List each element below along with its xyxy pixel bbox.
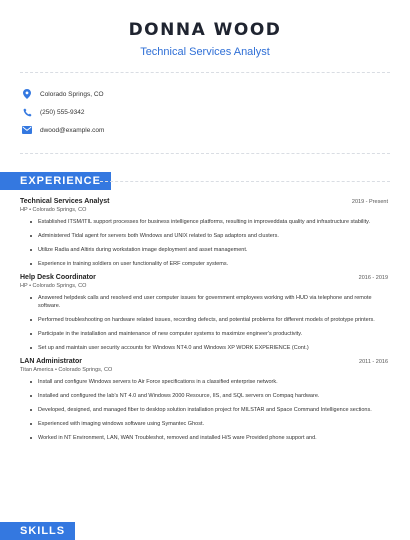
job-dates: 2019 - Present — [351, 199, 388, 205]
candidate-name: DONNA WOOD — [128, 20, 282, 40]
job-bullet: Established ITSM/ITIL support processes for business intelligence platforms, resulting in improveddata quality and infrastructure stability. — [30, 218, 388, 226]
job-bullet: Set up and maintain user security accounts for Windows NT4.0 and Windows XP WORK EXPERIENCE (Cont.) — [30, 344, 388, 352]
contact-phone — [22, 103, 388, 121]
separator-dot: • — [29, 283, 33, 289]
contact-phone-text: (250) 555-9342 — [40, 108, 85, 116]
job-company-line — [20, 207, 388, 213]
job-company: HP — [20, 283, 28, 289]
experience-section-header — [0, 172, 410, 190]
job-entry — [20, 358, 388, 442]
job-bullet: Installed and configured the lab's NT 4.0 and Windows 2000 Resource, IIS, and SQL servers on Compaq hardware. — [30, 392, 388, 400]
location-pin-icon — [22, 89, 32, 99]
job-bullet: Utilize Radia and Altiris during workstation image deployment and asset management. — [30, 246, 388, 254]
job-company: HP — [20, 207, 28, 213]
mail-icon — [22, 125, 32, 135]
job-dates: 2011 - 2016 — [359, 359, 388, 365]
job-bullet: Participate in the installation and maintenance of new computer systems to maximize engineer's productivity. — [30, 330, 388, 338]
job-bullet: Worked in NT Environment, LAN, WAN Troubleshot, removed and installed H/S ware Provided phone support and. — [30, 434, 388, 442]
job-bullet: Administered Tidal agent for servers both Windows and UNIX related to Sap adaptors and clusters. — [30, 232, 388, 240]
job-bullets — [20, 294, 388, 352]
phone-icon — [22, 107, 32, 117]
job-role: Technical Services Analyst — [20, 198, 110, 205]
job-bullets — [20, 218, 388, 268]
skills-heading: SKILLS — [0, 522, 75, 540]
job-bullet: Experienced with imaging windows software using Symantec Ghost. — [30, 420, 388, 428]
job-bullet: Developed, designed, and managed fiber to desktop solution installation project for MILSTAR and Space Command Intelligence sections. — [30, 406, 388, 414]
experience-list — [0, 190, 410, 442]
divider — [20, 153, 390, 154]
job-company-line — [20, 367, 388, 373]
job-bullet: Experience in training soldiers on user functionality of ERF computer systems. — [30, 260, 388, 268]
job-company: Titan America — [20, 367, 54, 373]
job-entry — [20, 198, 388, 268]
job-dates: 2016 - 2019 — [358, 275, 388, 281]
job-bullet: Answered helpdesk calls and resolved end user computer issues for government employees working with HUD via telephone and remote software. — [30, 294, 388, 310]
contact-email-text: dwood@example.com — [40, 126, 105, 134]
experience-heading: EXPERIENCE — [0, 172, 111, 190]
job-bullets — [20, 378, 388, 442]
job-location: Colorado Springs, CO — [32, 283, 87, 289]
contact-list — [0, 73, 410, 147]
job-entry — [20, 274, 388, 352]
job-location: Colorado Springs, CO — [58, 367, 113, 373]
job-role: Help Desk Coordinator — [20, 274, 96, 281]
separator-dot: • — [54, 367, 59, 373]
job-role: LAN Administrator — [20, 358, 82, 365]
candidate-title: Technical Services Analyst — [140, 46, 270, 58]
job-bullet: Install and configure Windows servers to Air Force specifications in a classified enterprise network. — [30, 378, 388, 386]
resume-header — [0, 0, 410, 58]
job-company-line — [20, 283, 388, 289]
section-divider — [100, 181, 390, 182]
separator-dot: • — [29, 207, 33, 213]
contact-location — [22, 85, 388, 103]
job-bullet: Performed troubleshooting on hardware related issues, recording defects, and potential problems for different models of prototype printers. — [30, 316, 388, 324]
job-location: Colorado Springs, CO — [32, 207, 87, 213]
contact-location-text: Colorado Springs, CO — [40, 90, 104, 98]
contact-email — [22, 121, 388, 139]
